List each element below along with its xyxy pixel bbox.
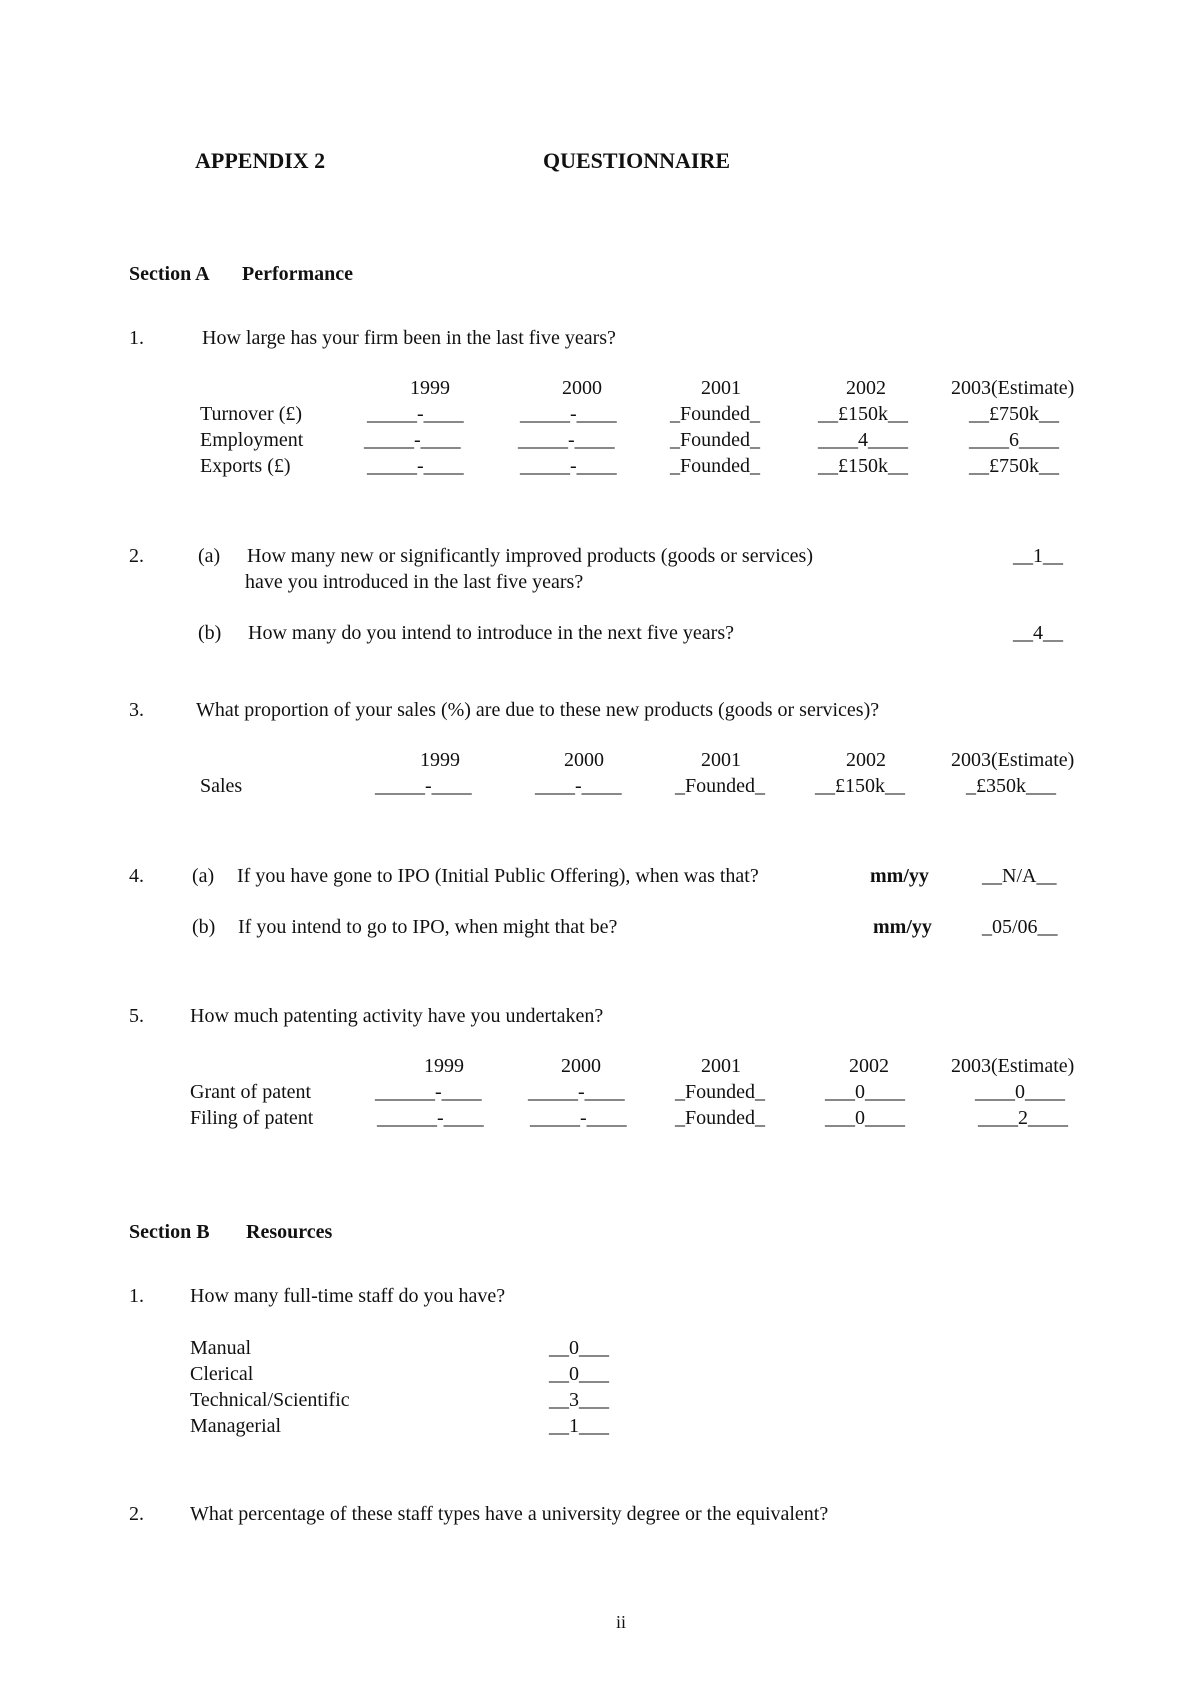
answer-field[interactable]: _____-____	[518, 429, 615, 451]
a-q2a-label: (a)	[198, 545, 221, 567]
staff-type-label: Manual	[190, 1337, 252, 1359]
b-q2-text: What percentage of these staff types have a university degree or the equivalent?	[190, 1503, 829, 1525]
a-q1-col-2001: 2001	[701, 377, 741, 399]
answer-field[interactable]: _Founded_	[675, 1107, 765, 1129]
a-q1-number: 1.	[129, 327, 144, 349]
answer-field[interactable]: __£150k__	[818, 455, 908, 477]
answer-field[interactable]: __£150k__	[818, 403, 908, 425]
answer-field[interactable]: _Founded_	[670, 455, 760, 477]
a-q3-col-2001: 2001	[701, 749, 741, 771]
answer-field[interactable]: ____6____	[969, 429, 1059, 451]
answer-field[interactable]: ___0____	[825, 1081, 905, 1103]
answer-field[interactable]: ____0____	[975, 1081, 1065, 1103]
a-q1-col-1999: 1999	[410, 377, 450, 399]
answer-field[interactable]: __3___	[549, 1389, 609, 1411]
a-q1-col-2002: 2002	[846, 377, 886, 399]
answer-field[interactable]: __0___	[549, 1363, 609, 1385]
answer-field[interactable]: _____-____	[367, 403, 464, 425]
answer-field[interactable]: _____-____	[375, 775, 472, 797]
answer-field[interactable]: ______-____	[377, 1107, 484, 1129]
a-q5-col-1999: 1999	[424, 1055, 464, 1077]
a-q4b-unit: mm/yy	[873, 916, 932, 938]
answer-field[interactable]: _____-____	[530, 1107, 627, 1129]
b-q1-number: 1.	[129, 1285, 144, 1307]
answer-field[interactable]: _Founded_	[670, 429, 760, 451]
answer-field[interactable]: _____-____	[520, 403, 617, 425]
page-title: QUESTIONNAIRE	[543, 148, 731, 173]
a-q4b-answer[interactable]: _05/06__	[982, 916, 1058, 938]
a-q1-text: How large has your firm been in the last five years?	[202, 327, 616, 349]
a-q5-col-2003: 2003(Estimate)	[951, 1055, 1075, 1077]
answer-field[interactable]: _____-____	[364, 429, 461, 451]
a-q3-col-2002: 2002	[846, 749, 886, 771]
a-q2b-text: How many do you intend to introduce in the next five years?	[248, 622, 734, 644]
answer-field[interactable]: __£150k__	[815, 775, 905, 797]
answer-field[interactable]: __0___	[549, 1337, 609, 1359]
a-q5-text: How much patenting activity have you undertaken?	[190, 1005, 604, 1027]
a-q2b-label: (b)	[198, 622, 222, 644]
appendix-label: APPENDIX 2	[195, 148, 326, 173]
a-q4a-text: If you have gone to IPO (Initial Public Offering), when was that?	[237, 865, 759, 887]
answer-field[interactable]: __£750k__	[969, 455, 1059, 477]
answer-field[interactable]: _Founded_	[675, 775, 765, 797]
row-label: Employment	[200, 429, 304, 451]
a-q5-col-2000: 2000	[561, 1055, 601, 1077]
a-q4a-answer[interactable]: __N/A__	[982, 865, 1057, 887]
b-q1-text: How many full-time staff do you have?	[190, 1285, 506, 1307]
row-label: Filing of patent	[190, 1107, 314, 1129]
section-a-name: Performance	[242, 263, 354, 285]
a-q1-col-2003: 2003(Estimate)	[951, 377, 1075, 399]
a-q3-col-2003: 2003(Estimate)	[951, 749, 1075, 771]
answer-field[interactable]: ______-____	[375, 1081, 482, 1103]
answer-field[interactable]: __1___	[549, 1415, 609, 1437]
a-q3-col-2000: 2000	[564, 749, 604, 771]
staff-type-label: Managerial	[190, 1415, 282, 1437]
row-label: Exports (£)	[200, 455, 291, 477]
a-q2-number: 2.	[129, 545, 144, 567]
section-b-label: Section B	[129, 1221, 210, 1243]
a-q4b-label: (b)	[192, 916, 216, 938]
answer-field[interactable]: ___0____	[825, 1107, 905, 1129]
answer-field[interactable]: _£350k___	[966, 775, 1056, 797]
answer-field[interactable]: _____-____	[367, 455, 464, 477]
answer-field[interactable]: _Founded_	[670, 403, 760, 425]
a-q4b-text: If you intend to go to IPO, when might that be?	[238, 916, 618, 938]
a-q2a-text-line1: How many new or significantly improved products (goods or services)	[247, 545, 813, 567]
a-q4a-unit: mm/yy	[870, 865, 929, 887]
staff-type-label: Clerical	[190, 1363, 254, 1385]
a-q3-text: What proportion of your sales (%) are due to these new products (goods or services)?	[196, 699, 880, 721]
answer-field[interactable]: ____2____	[978, 1107, 1068, 1129]
staff-type-label: Technical/Scientific	[190, 1389, 350, 1411]
answer-field[interactable]: _____-____	[520, 455, 617, 477]
row-label: Grant of patent	[190, 1081, 312, 1103]
answer-field[interactable]: _____-____	[528, 1081, 625, 1103]
a-q3-number: 3.	[129, 699, 144, 721]
a-q2a-text-line2: have you introduced in the last five years?	[245, 571, 584, 593]
row-label: Turnover (£)	[200, 403, 303, 425]
a-q2b-answer[interactable]: __4__	[1013, 622, 1063, 644]
a-q5-col-2002: 2002	[849, 1055, 889, 1077]
answer-field[interactable]: __£750k__	[969, 403, 1059, 425]
a-q3-col-1999: 1999	[420, 749, 460, 771]
section-a-label: Section A	[129, 263, 210, 285]
a-q4-number: 4.	[129, 865, 144, 887]
page-number: ii	[616, 1612, 627, 1632]
answer-field[interactable]: ____4____	[818, 429, 908, 451]
answer-field[interactable]: _Founded_	[675, 1081, 765, 1103]
a-q1-col-2000: 2000	[562, 377, 602, 399]
section-b-name: Resources	[246, 1221, 333, 1243]
a-q5-col-2001: 2001	[701, 1055, 741, 1077]
row-label: Sales	[200, 775, 243, 797]
b-q2-number: 2.	[129, 1503, 144, 1525]
a-q2a-answer[interactable]: __1__	[1013, 545, 1063, 567]
a-q4a-label: (a)	[192, 865, 215, 887]
a-q5-number: 5.	[129, 1005, 144, 1027]
answer-field[interactable]: ____-____	[535, 775, 622, 797]
